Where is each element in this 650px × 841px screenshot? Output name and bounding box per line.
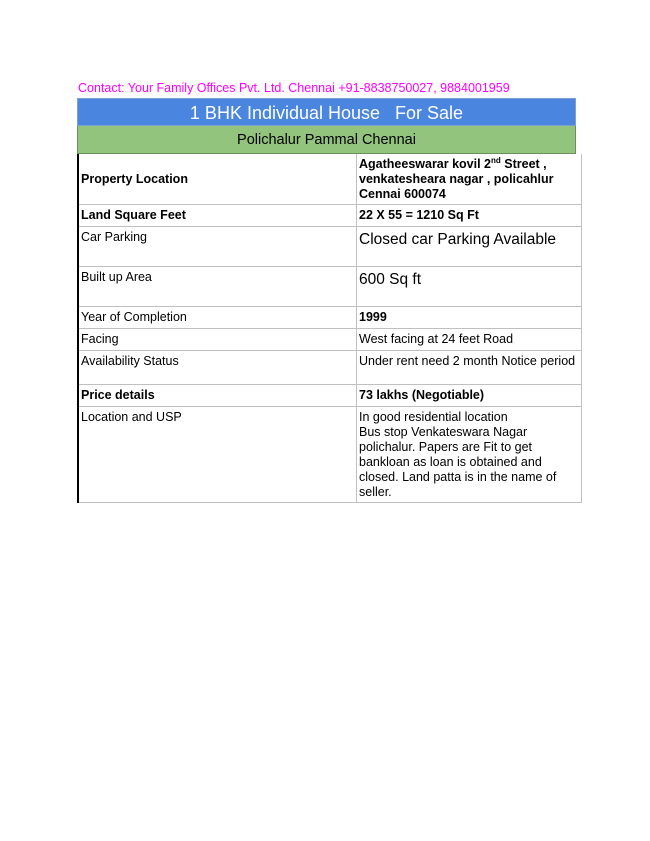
facing-value: West facing at 24 feet Road — [357, 329, 582, 351]
year-value: 1999 — [357, 307, 582, 329]
car-parking-label: Car Parking — [78, 227, 357, 267]
property-sheet — [77, 98, 576, 503]
land-area-label: Land Square Feet — [78, 205, 357, 227]
table-row — [78, 407, 582, 503]
availability-value: Under rent need 2 month Notice period — [357, 351, 582, 385]
table-row — [78, 227, 582, 267]
table-row — [78, 267, 582, 307]
year-label: Year of Completion — [78, 307, 357, 329]
usp-line-2: Bus stop Venkateswara Nagar polichalur. Papers are Fit to get bankloan as loan is obtained and closed. Land patta is in the name of seller. — [359, 425, 557, 499]
table-row — [78, 205, 582, 227]
table-row — [78, 385, 582, 407]
car-parking-value: Closed car Parking Available — [357, 227, 582, 267]
price-value: 73 lakhs (Negotiable) — [357, 385, 582, 407]
availability-label: Availability Status — [78, 351, 357, 385]
facing-label: Facing — [78, 329, 357, 351]
property-location-label: Property Location — [78, 154, 357, 205]
listing-subtitle: Polichalur Pammal Chennai — [77, 126, 576, 154]
land-area-value: 22 X 55 = 1210 Sq Ft — [357, 205, 582, 227]
built-up-label: Built up Area — [78, 267, 357, 307]
property-location-value: Agatheeswarar kovil 2nd Street , venkatesheara nagar , policahlur Cennai 600074 — [357, 154, 582, 205]
table-row — [78, 351, 582, 385]
contact-line: Contact: Your Family Offices Pvt. Ltd. Chennai +91-8838750027, 9884001959 — [78, 81, 510, 95]
usp-label: Location and USP — [78, 407, 357, 503]
price-label: Price details — [78, 385, 357, 407]
listing-title: 1 BHK Individual House For Sale — [77, 98, 576, 126]
usp-value — [357, 407, 582, 503]
property-details-table — [77, 154, 582, 503]
table-row — [78, 329, 582, 351]
table-row — [78, 154, 582, 205]
built-up-value: 600 Sq ft — [357, 267, 582, 307]
table-row — [78, 307, 582, 329]
usp-line-1: In good residential location — [359, 410, 508, 424]
